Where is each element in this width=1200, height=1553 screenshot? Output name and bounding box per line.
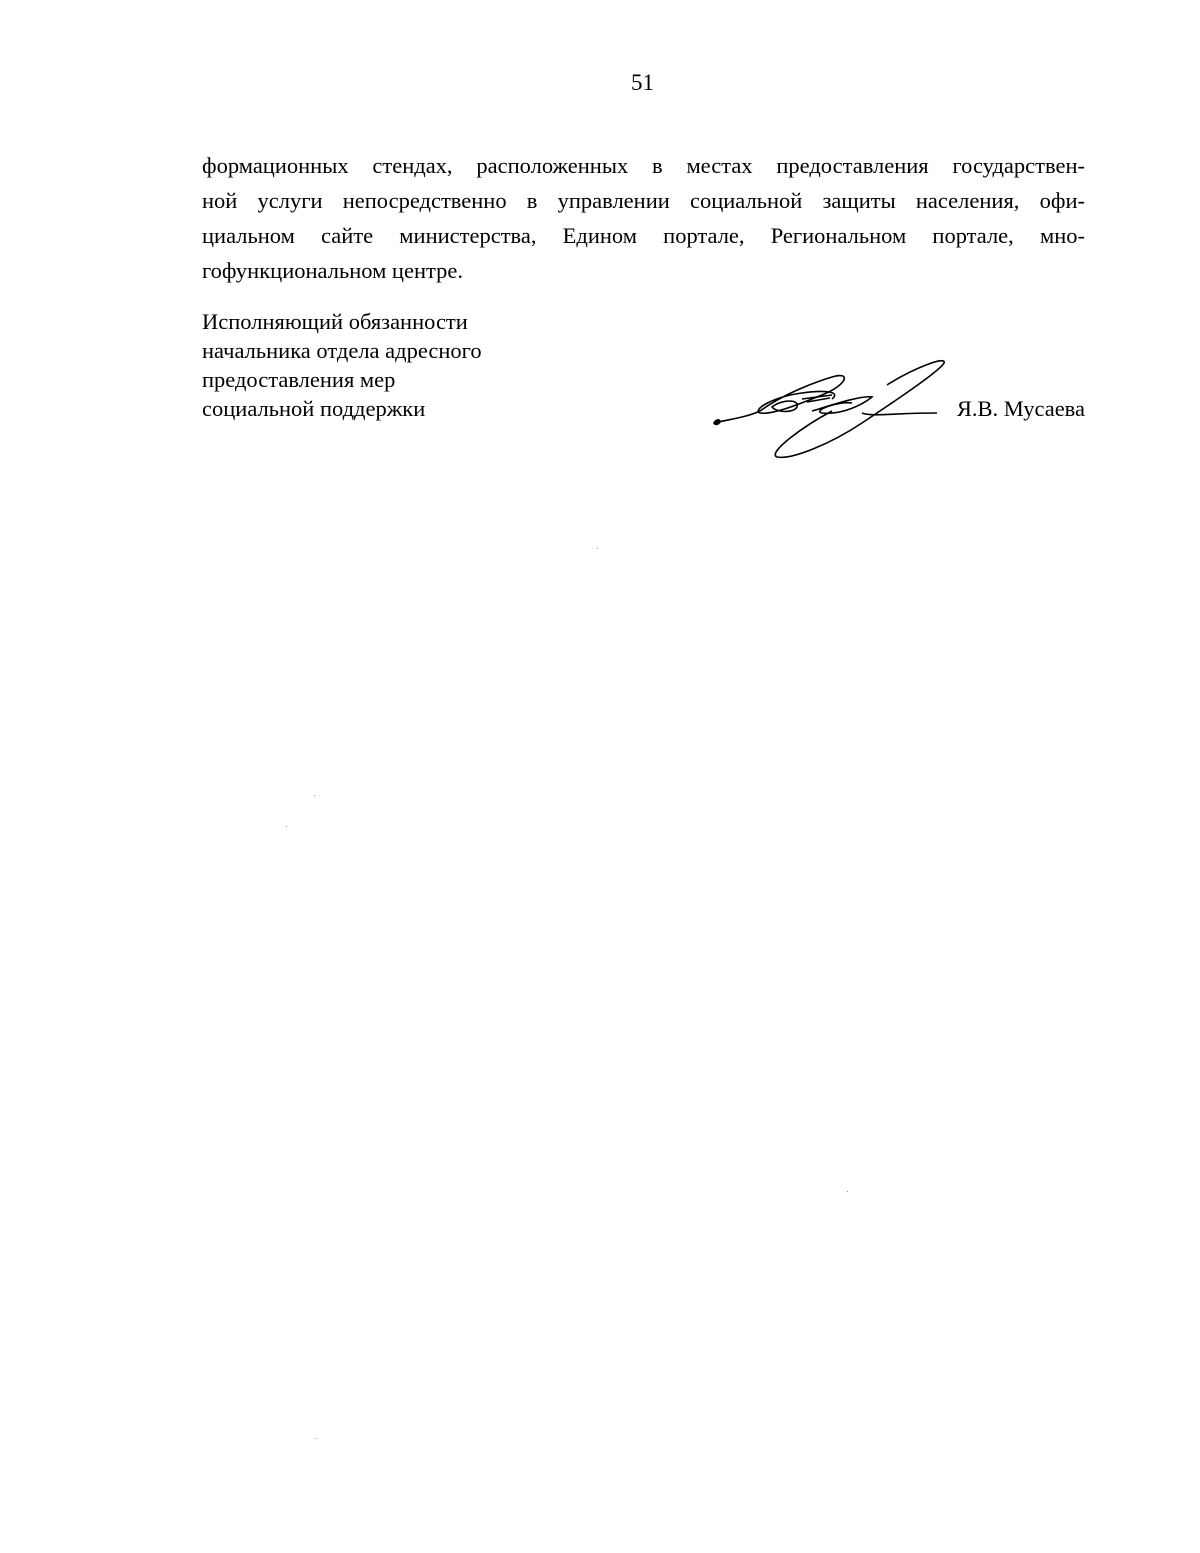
position-line: предоставления мер <box>202 367 396 392</box>
page-number: 51 <box>631 70 654 95</box>
scan-speck <box>597 548 598 549</box>
position-line: Исполняющий обязанности <box>202 309 468 334</box>
paragraph-line: гофункциональном центре. <box>202 258 463 283</box>
scan-speck <box>286 826 287 827</box>
handwritten-signature <box>712 355 952 465</box>
scan-speck <box>314 795 315 796</box>
scan-speck <box>847 1191 848 1192</box>
paragraph-line: формационных стендах, расположенных в местах предоставления государствен- <box>202 153 1085 178</box>
signatory-position <box>202 307 482 423</box>
signatory-name: Я.В. Мусаева <box>956 396 1085 421</box>
body-paragraph <box>202 148 1085 288</box>
position-line: начальника отдела адресного <box>202 338 482 363</box>
paragraph-line: ной услуги непосредственно в управлении социальной защиты населения, офи- <box>202 188 1085 213</box>
position-line: социальной поддержки <box>202 396 426 421</box>
paragraph-line: циальном сайте министерства, Едином портале, Региональном портале, мно- <box>202 223 1085 248</box>
scan-speck <box>316 1438 317 1439</box>
